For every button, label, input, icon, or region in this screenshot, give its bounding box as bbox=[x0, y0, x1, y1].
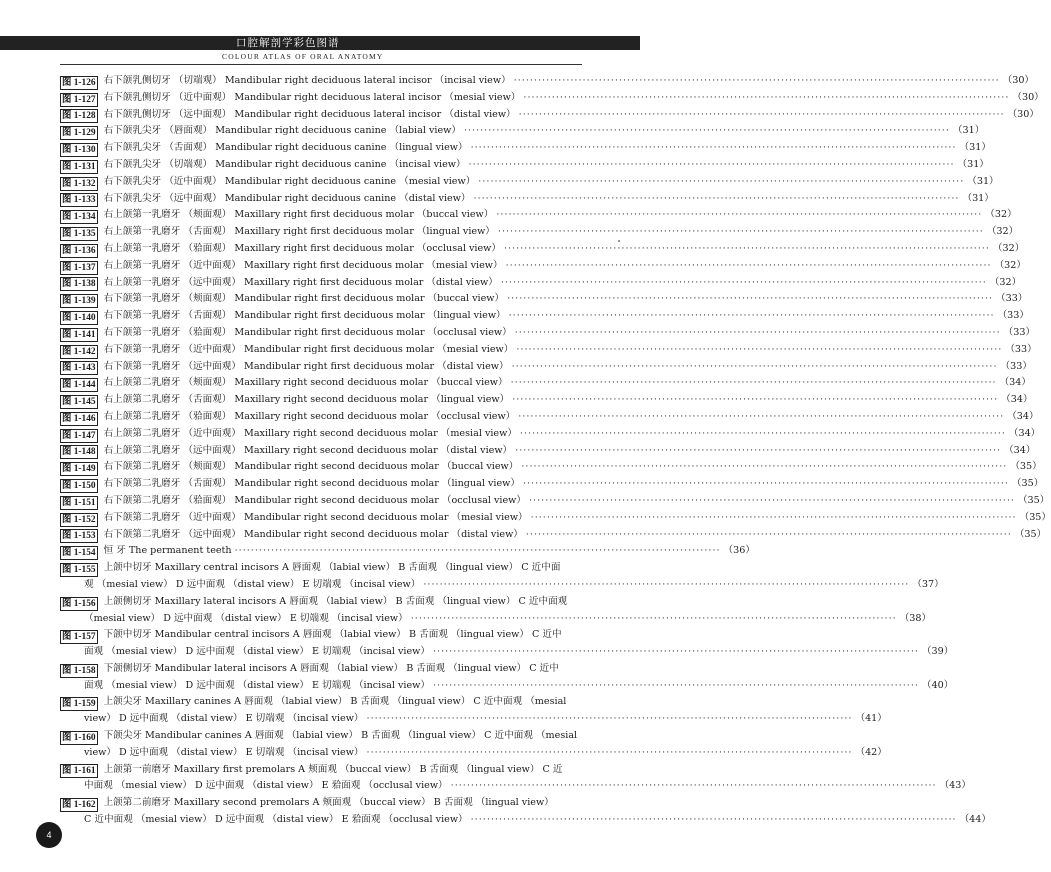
figure-number: 图 1-157 bbox=[62, 632, 96, 643]
dot-leader: ························································································································ bbox=[529, 494, 1015, 506]
figure-number: 图 1-126 bbox=[62, 77, 96, 88]
entry-text: 下颌中切牙 Mandibular central incisors A 唇面观 （labial view） B 舌面观 （lingual view） C 近中 bbox=[103, 629, 562, 641]
toc-entry bbox=[60, 291, 1028, 308]
page-reference: （44） bbox=[959, 814, 991, 826]
dot-leader: ························································································································ bbox=[511, 360, 998, 372]
entry-text: 中面观 （mesial view） D 远中面观 （distal view） E 𬌗面观 （occlusal view） bbox=[84, 780, 448, 792]
dot-leader: ························································································································ bbox=[516, 343, 1003, 355]
toc-entry-line bbox=[60, 375, 1031, 392]
toc-entry-line bbox=[60, 510, 1051, 527]
entry-text: 右下颌第二乳磨牙 （𬌗面观） Mandibular right second deciduous molar （occlusal view） bbox=[103, 494, 526, 506]
figure-number: 图 1-148 bbox=[62, 447, 96, 458]
entry-text: 右下颌第一乳磨牙 （舌面观） Mandibular right first deciduous molar （lingual view） bbox=[103, 310, 506, 322]
page-reference: （30） bbox=[1002, 75, 1035, 86]
toc-entry bbox=[60, 476, 1044, 493]
dot-leader: ························································································································ bbox=[496, 209, 983, 221]
dot-leader: ························································································································ bbox=[473, 192, 960, 204]
toc-entry bbox=[60, 275, 1022, 292]
toc-entry-line bbox=[60, 543, 755, 560]
figure-number: 图 1-155 bbox=[62, 564, 96, 575]
header-band bbox=[0, 36, 640, 50]
page-reference: （34） bbox=[1008, 427, 1041, 439]
entry-text: 右下颌乳尖牙 （远中面观） Mandibular right deciduous canine （distal view） bbox=[103, 192, 471, 204]
toc-entry bbox=[60, 762, 971, 796]
dot-leader: ························································································································ bbox=[530, 511, 1017, 523]
dot-leader: ························································································································ bbox=[470, 142, 957, 154]
toc-entry bbox=[60, 140, 991, 157]
page-number-badge bbox=[36, 822, 62, 848]
dot-leader: ························································································································ bbox=[505, 259, 992, 271]
toc-entry-line bbox=[60, 694, 582, 711]
figure-number: 图 1-156 bbox=[62, 598, 96, 609]
figure-number: 图 1-130 bbox=[62, 144, 96, 155]
figure-number: 图 1-134 bbox=[62, 212, 96, 223]
scan-speck bbox=[618, 240, 620, 242]
dot-leader: ························································································································ bbox=[503, 242, 990, 254]
toc-entry bbox=[60, 325, 1036, 342]
toc-entry-line bbox=[60, 661, 582, 678]
dot-leader: ························································································································ bbox=[423, 578, 910, 590]
toc-entry-line bbox=[60, 577, 944, 594]
entry-text: 下颌尖牙 Mandibular canines A 唇面观 （labial view） B 舌面观 （lingual view） C 近中面观 （mesial bbox=[103, 730, 578, 742]
dot-leader: ························································································································ bbox=[514, 326, 1001, 338]
figure-number: 图 1-145 bbox=[62, 396, 96, 407]
toc-entry bbox=[60, 359, 1032, 376]
page-reference: （40） bbox=[921, 679, 954, 691]
entry-text: 右下颌第二乳磨牙 （近中面观） Mandibular right second deciduous molar （mesial view） bbox=[103, 511, 528, 523]
entry-text: 右下颌第二乳磨牙 （颊面观） Mandibular right second deciduous molar （buccal view） bbox=[103, 461, 519, 473]
page-reference: （34） bbox=[1007, 410, 1039, 422]
page-reference: （41） bbox=[855, 713, 887, 725]
entry-text: 上颌尖牙 Maxillary canines A 唇面观 （labial view） B 舌面观 （lingual view） C 近中面观 （mesial bbox=[103, 696, 567, 708]
toc-entry-line bbox=[60, 392, 1033, 409]
toc-entry bbox=[60, 627, 954, 661]
figure-number: 图 1-132 bbox=[62, 178, 96, 189]
toc-entry bbox=[60, 527, 1047, 544]
entry-text: 右下颌乳侧切牙 （近中面观） Mandibular right deciduous lateral incisor （mesial view） bbox=[103, 91, 521, 103]
figure-number: 图 1-127 bbox=[62, 94, 96, 105]
entry-text: view） D 远中面观 （distal view） E 切端观 （incisal view） bbox=[84, 746, 364, 758]
page-reference: （31） bbox=[962, 192, 994, 204]
toc-entry-line bbox=[60, 627, 582, 644]
entry-text: 恒 牙 The permanent teeth bbox=[103, 545, 232, 557]
toc-entry bbox=[60, 409, 1039, 426]
toc-entry-line bbox=[60, 728, 582, 745]
page-reference: （35） bbox=[1019, 511, 1051, 523]
toc-entry bbox=[60, 694, 887, 728]
toc-entry bbox=[60, 375, 1031, 392]
entry-text: 上颌第二前磨牙 Maxillary second premolars A 颊面观 （buccal view） B 舌面观 （lingual view） bbox=[103, 797, 554, 809]
page-reference: （35） bbox=[1014, 528, 1047, 540]
page-reference: （33） bbox=[996, 293, 1028, 305]
figure-number: 图 1-142 bbox=[62, 346, 96, 357]
entry-text: 右下颌乳尖牙 （唇面观） Mandibular right deciduous canine （labial view） bbox=[103, 125, 461, 137]
figure-number: 图 1-135 bbox=[62, 228, 96, 239]
toc-entry-line bbox=[60, 678, 954, 695]
toc-entry bbox=[60, 795, 991, 829]
entry-text: 上颌侧切牙 Maxillary lateral incisors A 唇面观 （labial view） B 舌面观 （lingual view） C 近中面观 bbox=[103, 595, 568, 607]
entry-text: 右下颌乳尖牙 （近中面观） Mandibular right deciduous canine （mesial view） bbox=[103, 175, 476, 187]
dot-leader: ························································································································ bbox=[519, 427, 1006, 439]
toc-entry-line bbox=[60, 90, 1044, 107]
toc-entry bbox=[60, 661, 954, 695]
toc-entry-line bbox=[60, 107, 1039, 124]
toc-entry bbox=[60, 207, 1017, 224]
entry-text: 右上颌第一乳磨牙 （颊面观） Maxillary right first deciduous molar （buccal view） bbox=[103, 209, 494, 221]
entry-text: 上颌第一前磨牙 Maxillary first premolars A 颊面观 （buccal view） B 舌面观 （lingual view） C 近 bbox=[103, 763, 563, 775]
figure-number: 图 1-153 bbox=[62, 531, 96, 542]
page-reference: （30） bbox=[1012, 91, 1044, 103]
page-reference: （36） bbox=[723, 545, 755, 557]
figure-number: 图 1-159 bbox=[62, 699, 96, 710]
page-reference: （32） bbox=[994, 259, 1026, 271]
entry-text: 右下颌第一乳磨牙 （𬌗面观） Mandibular right first deciduous molar （occlusal view） bbox=[103, 326, 512, 338]
dot-leader: ························································································································ bbox=[478, 175, 965, 187]
entry-text: 右下颌乳侧切牙 （切端观） Mandibular right deciduous lateral incisor （incisal view） bbox=[103, 75, 511, 86]
toc-entry-line bbox=[60, 711, 887, 728]
dot-leader: ························································································································ bbox=[522, 478, 1009, 490]
toc-entry bbox=[60, 459, 1042, 476]
page-reference: （31） bbox=[952, 125, 985, 137]
dot-leader: ························································································································ bbox=[500, 276, 987, 288]
figure-number: 图 1-133 bbox=[62, 195, 96, 206]
toc-entry-line bbox=[60, 241, 1025, 258]
page-reference: （31） bbox=[967, 175, 999, 187]
figure-number: 图 1-128 bbox=[62, 111, 96, 122]
entry-text: 右上颌第一乳磨牙 （𬌗面观） Maxillary right first deciduous molar （occlusal view） bbox=[103, 242, 501, 254]
toc-entry-line bbox=[60, 611, 932, 628]
figure-number: 图 1-129 bbox=[62, 128, 96, 139]
page-reference: （33） bbox=[1003, 326, 1036, 338]
figure-number: 图 1-144 bbox=[62, 380, 96, 391]
figure-number: 图 1-140 bbox=[62, 312, 96, 323]
header-title-en: COLOUR ATLAS OF ORAL ANATOMY bbox=[222, 52, 384, 61]
toc-entry-line bbox=[60, 644, 954, 661]
toc-entry bbox=[60, 392, 1033, 409]
figure-number: 图 1-150 bbox=[62, 480, 96, 491]
toc-entry bbox=[60, 510, 1051, 527]
dot-leader: ························································································································ bbox=[521, 461, 1008, 473]
page-reference: （35） bbox=[1010, 461, 1042, 473]
dot-leader: ························································································································ bbox=[450, 780, 937, 792]
page-reference: （42） bbox=[855, 746, 887, 758]
entry-text: 右下颌第二乳磨牙 （舌面观） Mandibular right second deciduous molar （lingual view） bbox=[103, 478, 520, 490]
entry-text: 右上颌第一乳磨牙 （近中面观） Maxillary right first deciduous molar （mesial view） bbox=[103, 259, 503, 271]
page-reference: （32） bbox=[992, 242, 1025, 254]
figure-number: 图 1-154 bbox=[62, 548, 96, 559]
toc-entry-line bbox=[60, 476, 1044, 493]
toc-entry bbox=[60, 123, 985, 140]
entry-text: 右下颌第一乳磨牙 （远中面观） Mandibular right first deciduous molar （distal view） bbox=[103, 360, 509, 372]
toc-entry bbox=[60, 543, 755, 560]
dot-leader: ························································································································ bbox=[432, 679, 919, 691]
entry-text: 右上颌第二乳磨牙 （远中面观） Maxillary right second deciduous molar （distal view） bbox=[103, 444, 513, 456]
page-reference: （32） bbox=[989, 276, 1022, 288]
toc-entry-line bbox=[60, 157, 989, 174]
toc-entry-line bbox=[60, 325, 1036, 342]
toc-entry bbox=[60, 258, 1026, 275]
entry-text: 右上颌第二乳磨牙 （𬌗面观） Maxillary right second deciduous molar （occlusal view） bbox=[103, 410, 516, 422]
toc-entry-line bbox=[60, 291, 1028, 308]
table-of-contents bbox=[60, 73, 1051, 829]
dot-leader: ························································································································ bbox=[515, 444, 1002, 456]
toc-entry bbox=[60, 308, 1029, 325]
dot-leader: ························································································································ bbox=[523, 91, 1010, 103]
figure-number: 图 1-160 bbox=[62, 732, 96, 743]
page-reference: （35） bbox=[1017, 494, 1050, 506]
entry-text: 上颌中切牙 Maxillary central incisors A 唇面观 （labial view） B 舌面观 （lingual view） C 近中面 bbox=[103, 562, 561, 574]
entry-text: 右下颌乳尖牙 （切端观） Mandibular right deciduous canine （incisal view） bbox=[103, 158, 466, 170]
toc-entry-line bbox=[60, 224, 1019, 241]
page-reference: （43） bbox=[939, 780, 971, 792]
dot-leader: ························································································································ bbox=[508, 310, 995, 322]
toc-entry-line bbox=[60, 308, 1029, 325]
dot-leader: ························································································································ bbox=[463, 125, 950, 137]
dot-leader: ························································································································ bbox=[468, 158, 955, 170]
toc-entry-line bbox=[60, 359, 1032, 376]
header-rule bbox=[60, 64, 582, 65]
page-reference: （34） bbox=[1001, 394, 1033, 406]
figure-number: 图 1-151 bbox=[62, 497, 96, 508]
toc-entry-line bbox=[60, 459, 1042, 476]
page-reference: （33） bbox=[1000, 360, 1032, 372]
toc-entry bbox=[60, 73, 1035, 90]
toc-entry-line bbox=[60, 560, 582, 577]
toc-entry bbox=[60, 560, 944, 594]
entry-text: 右上颌第二乳磨牙 （近中面观） Maxillary right second deciduous molar （mesial view） bbox=[103, 427, 517, 439]
entry-text: 右上颌第二乳磨牙 （颊面观） Maxillary right second deciduous molar （buccal view） bbox=[103, 377, 508, 389]
toc-entry-line bbox=[60, 443, 1036, 460]
entry-text: 右上颌第二乳磨牙 （舌面观） Maxillary right second deciduous molar （lingual view） bbox=[103, 394, 510, 406]
toc-entry-line bbox=[60, 258, 1026, 275]
entry-text: 右下颌第一乳磨牙 （近中面观） Mandibular right first deciduous molar （mesial view） bbox=[103, 343, 514, 355]
toc-entry-line bbox=[60, 527, 1047, 544]
dot-leader: ························································································································ bbox=[525, 528, 1012, 540]
entry-text: 右上颌第一乳磨牙 （舌面观） Maxillary right first deciduous molar （lingual view） bbox=[103, 226, 495, 238]
page-reference: （39） bbox=[921, 646, 954, 658]
page-reference: （31） bbox=[957, 158, 989, 170]
entry-text: 右上颌第一乳磨牙 （远中面观） Maxillary right first deciduous molar （distal view） bbox=[103, 276, 498, 288]
entry-text: 右下颌第一乳磨牙 （颊面观） Mandibular right first deciduous molar （buccal view） bbox=[103, 293, 505, 305]
toc-entry-line bbox=[60, 762, 582, 779]
toc-entry bbox=[60, 107, 1039, 124]
dot-leader: ························································································································ bbox=[510, 377, 997, 389]
toc-entry-line bbox=[60, 123, 985, 140]
dot-leader: ························································································································ bbox=[366, 746, 853, 758]
page-reference: （32） bbox=[986, 226, 1019, 238]
figure-number: 图 1-139 bbox=[62, 296, 96, 307]
toc-entry-line bbox=[60, 191, 994, 208]
page-reference: （34） bbox=[999, 377, 1031, 389]
figure-number: 图 1-141 bbox=[62, 329, 96, 340]
toc-entry bbox=[60, 224, 1019, 241]
toc-entry bbox=[60, 90, 1044, 107]
toc-entry bbox=[60, 157, 989, 174]
entry-text: （mesial view） D 远中面观 （distal view） E 切端观 （incisal view） bbox=[84, 612, 408, 624]
toc-entry bbox=[60, 174, 999, 191]
toc-entry bbox=[60, 342, 1037, 359]
figure-number: 图 1-149 bbox=[62, 464, 96, 475]
dot-leader: ························································································································ bbox=[497, 226, 984, 238]
figure-number: 图 1-138 bbox=[62, 279, 96, 290]
toc-entry-line bbox=[60, 812, 991, 829]
dot-leader: ························································································································ bbox=[366, 713, 853, 725]
toc-entry bbox=[60, 241, 1025, 258]
dot-leader: ························································································································ bbox=[512, 394, 999, 406]
toc-entry-line bbox=[60, 778, 971, 795]
toc-entry-line bbox=[60, 207, 1017, 224]
page-reference: （37） bbox=[912, 578, 944, 590]
page-reference: （31） bbox=[959, 142, 991, 154]
page-reference: （32） bbox=[985, 209, 1017, 221]
entry-text: 面观 （mesial view） D 远中面观 （distal view） E 切端观 （incisal view） bbox=[84, 646, 430, 658]
entry-text: view） D 远中面观 （distal view） E 切端观 （incisal view） bbox=[84, 713, 364, 725]
page-reference: （33） bbox=[1005, 343, 1037, 355]
toc-entry-line bbox=[60, 140, 991, 157]
toc-entry-line bbox=[60, 795, 582, 812]
entry-text: 右下颌第二乳磨牙 （远中面观） Mandibular right second deciduous molar （distal view） bbox=[103, 528, 523, 540]
figure-number: 图 1-136 bbox=[62, 245, 96, 256]
toc-entry-line bbox=[60, 745, 887, 762]
toc-entry-line bbox=[60, 426, 1041, 443]
figure-number: 图 1-143 bbox=[62, 363, 96, 374]
dot-leader: ························································································································ bbox=[518, 108, 1005, 120]
entry-text: 右下颌乳尖牙 （舌面观） Mandibular right deciduous canine （lingual view） bbox=[103, 142, 468, 154]
page-reference: （34） bbox=[1004, 444, 1036, 456]
toc-entry bbox=[60, 443, 1036, 460]
figure-number: 图 1-152 bbox=[62, 514, 96, 525]
dot-leader: ························································································································ bbox=[470, 814, 957, 826]
entry-text: 右下颌乳侧切牙 （远中面观） Mandibular right deciduous lateral incisor （distal view） bbox=[103, 108, 516, 120]
header-title-cn: 口腔解剖学彩色图谱 bbox=[236, 37, 340, 49]
entry-text: C 近中面观 （mesial view） D 远中面观 （distal view） E 𬌗面观 （occlusal view） bbox=[84, 814, 468, 826]
dot-leader: ························································································································ bbox=[518, 410, 1005, 422]
page-reference: （38） bbox=[899, 612, 932, 624]
toc-entry-line bbox=[60, 493, 1050, 510]
dot-leader: ························································································································ bbox=[513, 75, 1000, 86]
entry-text: 面观 （mesial view） D 远中面观 （distal view） E 切端观 （incisal view） bbox=[84, 679, 430, 691]
toc-entry bbox=[60, 728, 887, 762]
page-reference: （35） bbox=[1011, 478, 1044, 490]
toc-entry-line bbox=[60, 73, 1035, 90]
figure-number: 图 1-146 bbox=[62, 413, 96, 424]
entry-text: 下颌侧切牙 Mandibular lateral incisors A 唇面观 （labial view） B 舌面观 （lingual view） C 近中 bbox=[103, 662, 559, 674]
toc-entry-line bbox=[60, 409, 1039, 426]
toc-entry bbox=[60, 493, 1050, 510]
page-reference: （33） bbox=[997, 310, 1029, 322]
figure-number: 图 1-162 bbox=[62, 800, 96, 811]
page-number: 4 bbox=[46, 830, 52, 840]
dot-leader: ························································································································ bbox=[507, 293, 994, 305]
toc-entry-line bbox=[60, 174, 999, 191]
dot-leader: ························································································································ bbox=[234, 545, 721, 557]
toc-entry bbox=[60, 426, 1041, 443]
page-reference: （30） bbox=[1007, 108, 1039, 120]
toc-entry bbox=[60, 191, 994, 208]
dot-leader: ························································································································ bbox=[432, 646, 919, 658]
dot-leader: ························································································································ bbox=[410, 612, 897, 624]
figure-number: 图 1-158 bbox=[62, 665, 96, 676]
entry-text: 观 （mesial view） D 远中面观 （distal view） E 切端观 （incisal view） bbox=[84, 578, 421, 590]
toc-entry-line bbox=[60, 342, 1037, 359]
toc-entry-line bbox=[60, 594, 582, 611]
figure-number: 图 1-161 bbox=[62, 766, 96, 777]
figure-number: 图 1-131 bbox=[62, 161, 96, 172]
toc-entry bbox=[60, 594, 932, 628]
figure-number: 图 1-137 bbox=[62, 262, 96, 273]
figure-number: 图 1-147 bbox=[62, 430, 96, 441]
toc-entry-line bbox=[60, 275, 1022, 292]
